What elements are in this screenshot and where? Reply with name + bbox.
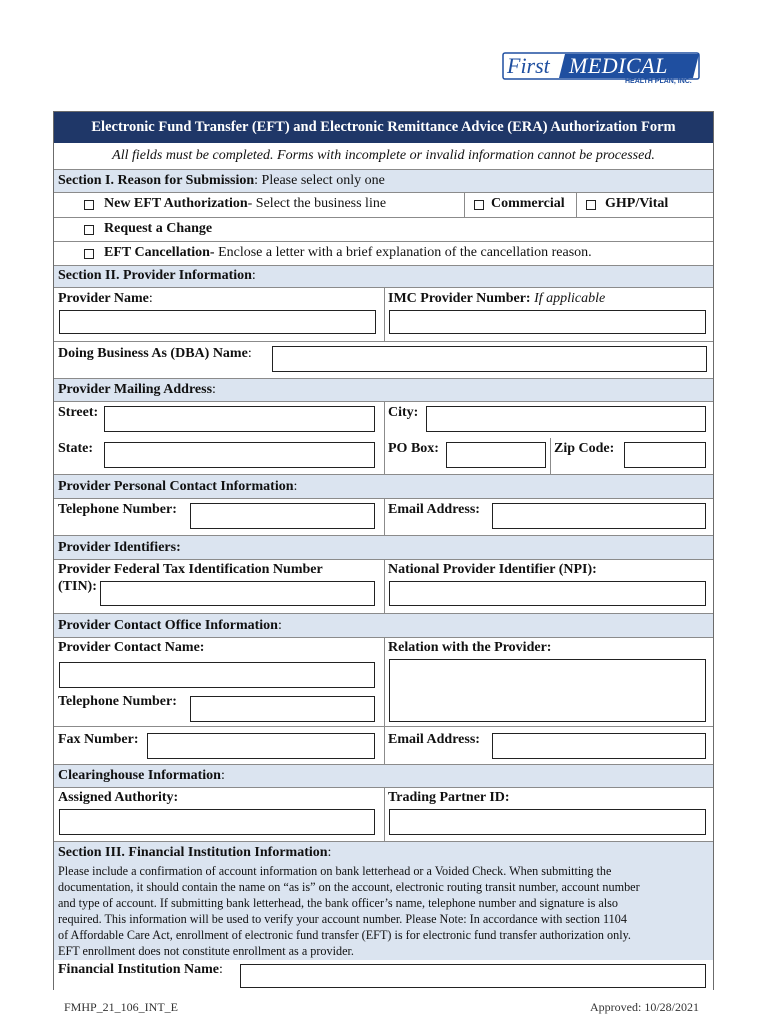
state-input[interactable] bbox=[104, 442, 375, 468]
po-box-label: PO Box: bbox=[388, 441, 439, 456]
tin-label-line2: (TIN): bbox=[58, 579, 97, 594]
request-change-row bbox=[54, 217, 713, 241]
section3-heading: Section III. Financial Institution Information: bbox=[58, 845, 332, 860]
provider-name-input[interactable] bbox=[59, 310, 376, 334]
email-label: Email Address: bbox=[388, 502, 480, 517]
section2-heading: Section II. Provider Information: bbox=[58, 268, 256, 283]
clearing-heading: Clearinghouse Information: bbox=[58, 768, 225, 783]
ghp-vital-label: GHP/Vital bbox=[605, 196, 669, 211]
logo-word-medical: MEDICAL bbox=[569, 53, 668, 78]
authority-input[interactable] bbox=[59, 809, 375, 835]
npi-input[interactable] bbox=[389, 581, 706, 606]
commercial-label: Commercial bbox=[491, 196, 565, 211]
office-header bbox=[54, 613, 713, 638]
trading-id-label: Trading Partner ID: bbox=[388, 790, 510, 805]
authority-trading-row bbox=[54, 788, 713, 841]
city-input[interactable] bbox=[426, 406, 706, 432]
dba-input[interactable] bbox=[272, 346, 707, 372]
fin-name-input[interactable] bbox=[240, 964, 706, 988]
dba-label: Doing Business As (DBA) Name: bbox=[58, 346, 252, 361]
notice-row bbox=[54, 143, 713, 169]
section1-header bbox=[54, 169, 713, 193]
street-input[interactable] bbox=[104, 406, 375, 432]
notice-text: All fields must be completed. Forms with incomplete or invalid information cannot be processed. bbox=[112, 148, 655, 163]
telephone-label: Telephone Number: bbox=[58, 502, 177, 517]
tin-label-line1: Provider Federal Tax Identification Number bbox=[58, 562, 323, 577]
trading-id-input[interactable] bbox=[389, 809, 706, 835]
eft-cancel-label: EFT Cancellation- Enclose a letter with a brief explanation of the cancellation reason. bbox=[104, 245, 592, 260]
mailing-heading: Provider Mailing Address: bbox=[58, 382, 216, 397]
telephone2-input[interactable] bbox=[190, 696, 375, 722]
contact-relation-row bbox=[54, 638, 713, 726]
office-heading: Provider Contact Office Information: bbox=[58, 618, 282, 633]
telephone2-label: Telephone Number: bbox=[58, 694, 177, 709]
street-city-row bbox=[54, 402, 713, 438]
mailing-header bbox=[54, 378, 713, 402]
clearing-header bbox=[54, 764, 713, 788]
email2-input[interactable] bbox=[492, 733, 706, 759]
telephone-input[interactable] bbox=[190, 503, 375, 529]
provider-name-row bbox=[54, 288, 713, 341]
zip-label: Zip Code: bbox=[554, 441, 615, 456]
fax-email-row bbox=[54, 726, 713, 764]
logo-word-first: First bbox=[507, 53, 550, 78]
form-title: Electronic Fund Transfer (EFT) and Electronic Remittance Advice (ERA) Authorization Form bbox=[54, 112, 713, 143]
email2-label: Email Address: bbox=[388, 732, 480, 747]
ghp-vital-checkbox[interactable] bbox=[586, 200, 596, 210]
commercial-checkbox[interactable] bbox=[474, 200, 484, 210]
dba-row bbox=[54, 341, 713, 378]
logo-subtitle: HEALTH PLAN, INC. bbox=[625, 78, 692, 85]
eft-cancel-row bbox=[54, 241, 713, 265]
po-box-input[interactable] bbox=[446, 442, 546, 468]
fax-label: Fax Number: bbox=[58, 732, 139, 747]
eft-cancel-checkbox[interactable] bbox=[84, 249, 94, 259]
request-change-checkbox[interactable] bbox=[84, 225, 94, 235]
new-eft-checkbox[interactable] bbox=[84, 200, 94, 210]
npi-label: National Provider Identifier (NPI): bbox=[388, 562, 597, 577]
imc-number-input[interactable] bbox=[389, 310, 706, 334]
identifiers-header bbox=[54, 535, 713, 560]
street-label: Street: bbox=[58, 405, 99, 420]
relation-input[interactable] bbox=[389, 659, 706, 722]
zip-input[interactable] bbox=[624, 442, 706, 468]
provider-name-label: Provider Name: bbox=[58, 291, 153, 306]
contact-name-input[interactable] bbox=[59, 662, 375, 688]
state-po-zip-row bbox=[54, 438, 713, 474]
authority-label: Assigned Authority: bbox=[58, 790, 179, 805]
section3-block bbox=[54, 841, 713, 990]
city-label: City: bbox=[388, 405, 419, 420]
relation-label: Relation with the Provider: bbox=[388, 640, 552, 655]
phone-email-row bbox=[54, 499, 713, 535]
form-id: FMHP_21_106_INT_E bbox=[64, 1000, 179, 1014]
tin-npi-row bbox=[54, 560, 713, 613]
imc-number-label: IMC Provider Number: If applicable bbox=[388, 291, 606, 306]
contact-name-label: Provider Contact Name: bbox=[58, 640, 205, 655]
email-input[interactable] bbox=[492, 503, 706, 529]
authorization-form bbox=[53, 111, 714, 990]
section1-heading: Section I. Reason for Submission: Please select only one bbox=[58, 173, 385, 188]
personal-heading: Provider Personal Contact Information: bbox=[58, 479, 298, 494]
identifiers-heading: Provider Identifiers: bbox=[58, 540, 181, 555]
fax-input[interactable] bbox=[147, 733, 375, 759]
state-label: State: bbox=[58, 441, 93, 456]
tin-input[interactable] bbox=[100, 581, 375, 606]
first-medical-logo bbox=[497, 50, 704, 90]
new-eft-row bbox=[54, 193, 713, 217]
section2-header bbox=[54, 265, 713, 288]
request-change-label: Request a Change bbox=[104, 221, 213, 236]
fin-name-label: Financial Institution Name: bbox=[58, 962, 223, 977]
new-eft-label: New EFT Authorization- Select the business line bbox=[104, 196, 387, 211]
approved-date: Approved: 10/28/2021 bbox=[590, 1000, 699, 1014]
section3-instructions: Please include a confirmation of account information on bank letterhead or a Voided Check. When submitting the documentation, it should contain the name on “as is” on the account, electronic routing transit number, account number and type of account. If submitting bank letterhead, the bank officer’s name, telephone number and signature is also required. This information will be used to verify your account number. Please Note: In accordance with section 1104 of Affordable Care Act, enrollment of electronic fund transfer (EFT) is for electronic fund transfer authorization only. EFT enrollment does not constitute enrollment as a provider. bbox=[58, 864, 640, 958]
personal-header bbox=[54, 474, 713, 499]
